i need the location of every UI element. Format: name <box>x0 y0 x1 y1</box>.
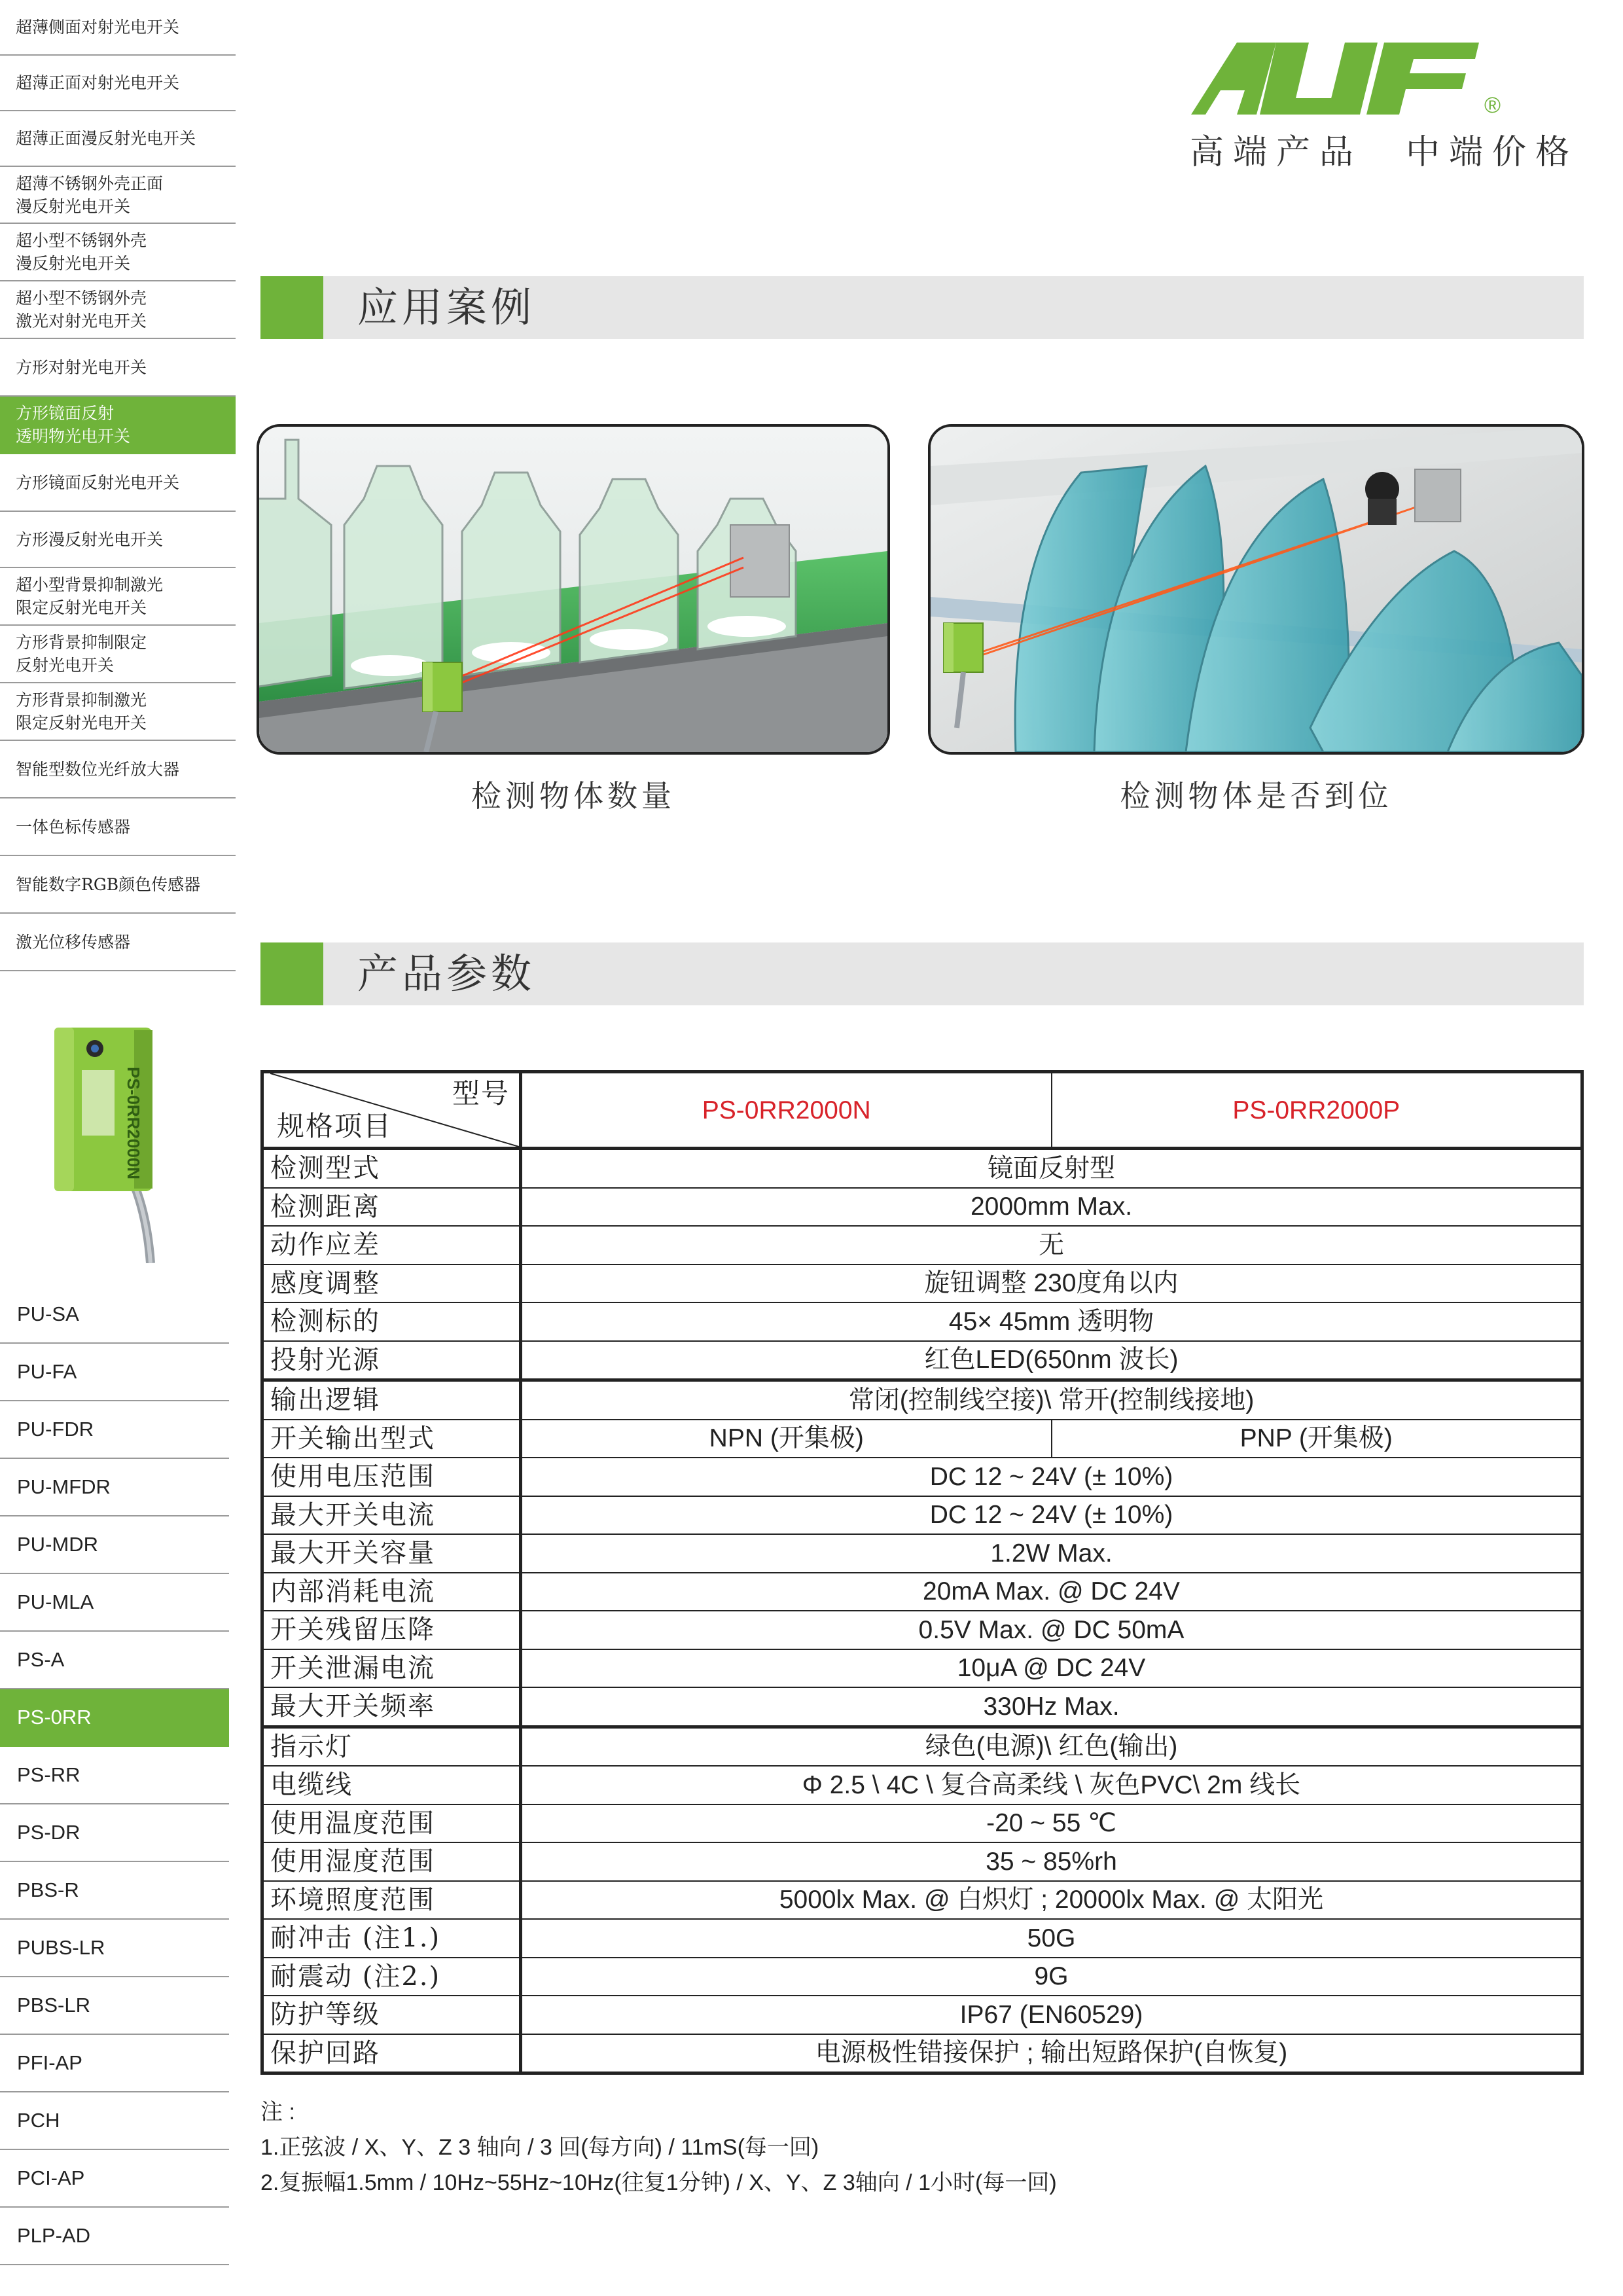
sidebar-category-item[interactable]: 超薄侧面对射光电开关 <box>0 0 236 56</box>
bottle-position-illustration <box>931 427 1582 752</box>
spec-label: 感度调整 <box>262 1265 521 1303</box>
spec-value: NPN (开集极) <box>521 1420 1052 1458</box>
spec-row <box>262 1188 1582 1227</box>
sidebar-model-item[interactable]: PU-FDR <box>0 1401 229 1459</box>
spec-label: 使用湿度范围 <box>262 1842 521 1881</box>
spec-label: 最大开关容量 <box>262 1534 521 1573</box>
note-line: 2.复振幅1.5mm / 10Hz~55Hz~10Hz(往复1分钟) / X、Y、Z 3轴向 / 1小时(每一回) <box>260 2170 1057 2195</box>
application-photo-counting <box>257 424 890 755</box>
spec-row <box>262 1766 1582 1804</box>
spec-row <box>262 1380 1582 1420</box>
sidebar-category-item[interactable]: 方形镜面反射 透明物光电开关 <box>0 397 236 454</box>
sidebar-model-item[interactable]: PS-DR <box>0 1804 229 1862</box>
spec-value: 镜面反射型 <box>521 1149 1582 1188</box>
application-photo-position <box>928 424 1584 755</box>
registered-mark: ® <box>1484 93 1501 118</box>
spec-label: 使用温度范围 <box>262 1804 521 1843</box>
sidebar-model-item[interactable]: PFI-AP <box>0 2035 229 2092</box>
spec-label: 指示灯 <box>262 1727 521 1766</box>
params-header <box>260 942 1584 1005</box>
spec-value: 旋钮调整 230度角以内 <box>521 1265 1582 1303</box>
spec-table-header-row <box>262 1072 1582 1149</box>
application-caption-counting: 检测物体数量 <box>471 778 675 814</box>
sidebar-model-item[interactable]: PU-SA <box>0 1286 229 1344</box>
spec-label: 耐震动 (注2.) <box>262 1958 521 1996</box>
sidebar-category-item[interactable]: 激光位移传感器 <box>0 914 236 971</box>
sensor-model-label: PS-0RR2000N <box>124 1067 143 1179</box>
spec-label: 开关泄漏电流 <box>262 1649 521 1688</box>
spec-label: 开关输出型式 <box>262 1420 521 1458</box>
spec-label: 开关残留压降 <box>262 1611 521 1649</box>
sensor-product-image <box>36 1021 187 1263</box>
header-item: 规格项目 <box>277 1110 393 1142</box>
spec-value: 红色LED(650nm 波长) <box>521 1341 1582 1380</box>
sidebar-category-item[interactable]: 超小型背景抑制激光 限定反射光电开关 <box>0 568 236 626</box>
spec-value: 1.2W Max. <box>521 1534 1582 1573</box>
application-caption-position: 检测物体是否到位 <box>1120 778 1393 814</box>
spec-row <box>262 1496 1582 1535</box>
spec-row <box>262 1149 1582 1188</box>
sidebar-model-item[interactable]: PCH <box>0 2092 229 2150</box>
spec-label: 检测距离 <box>262 1188 521 1227</box>
header-model: 型号 <box>452 1077 510 1109</box>
spec-value: 2000mm Max. <box>521 1188 1582 1227</box>
spec-row <box>262 1804 1582 1843</box>
spec-label: 使用电压范围 <box>262 1458 521 1496</box>
spec-label: 动作应差 <box>262 1226 521 1265</box>
spec-value: 5000lx Max. @ 白炽灯 ; 20000lx Max. @ 太阳光 <box>521 1881 1582 1920</box>
note-line: 1.正弦波 / X、Y、Z 3 轴向 / 3 回(每方向) / 11mS(每一回) <box>260 2135 819 2160</box>
sidebar-model-item[interactable]: PCI-AP <box>0 2150 229 2208</box>
params-title: 产品参数 <box>357 950 536 997</box>
sidebar-model-item[interactable]: PBS-R <box>0 1862 229 1920</box>
spec-table <box>260 1070 1584 2075</box>
spec-row <box>262 1458 1582 1496</box>
sidebar-model-item[interactable]: PBS-LR <box>0 1977 229 2035</box>
spec-row <box>262 1573 1582 1611</box>
spec-label: 最大开关电流 <box>262 1496 521 1535</box>
spec-row <box>262 1649 1582 1688</box>
spec-value: 10μA @ DC 24V <box>521 1649 1582 1688</box>
sidebar-model-item[interactable]: PS-0RR <box>0 1689 229 1747</box>
spec-label: 投射光源 <box>262 1341 521 1380</box>
spec-table-corner <box>262 1072 521 1149</box>
sidebar-category-item[interactable]: 超薄不锈钢外壳正面 漫反射光电开关 <box>0 167 236 224</box>
spec-label: 环境照度范围 <box>262 1881 521 1920</box>
spec-value: 0.5V Max. @ DC 50mA <box>521 1611 1582 1649</box>
spec-label: 电缆线 <box>262 1766 521 1804</box>
sidebar-category-item[interactable]: 超小型不锈钢外壳 激光对射光电开关 <box>0 281 236 339</box>
spec-row <box>262 1687 1582 1727</box>
sidebar-model-item[interactable]: PU-MFDR <box>0 1459 229 1516</box>
spec-value: 常闭(控制线空接)\ 常开(控制线接地) <box>521 1380 1582 1420</box>
spec-value: 电源极性错接保护 ; 输出短路保护(自恢复) <box>521 2034 1582 2073</box>
spec-value: 绿色(电源)\ 红色(输出) <box>521 1727 1582 1766</box>
bottle-conveyor-illustration <box>259 427 887 752</box>
sidebar-category-item[interactable]: 方形漫反射光电开关 <box>0 512 236 568</box>
spec-label: 检测标的 <box>262 1302 521 1341</box>
spec-label: 耐冲击 (注1.) <box>262 1919 521 1958</box>
spec-value: DC 12 ~ 24V (± 10%) <box>521 1458 1582 1496</box>
sidebar-category-item[interactable]: 一体色标传感器 <box>0 798 236 856</box>
sidebar-model-item[interactable]: PU-FA <box>0 1344 229 1401</box>
sidebar-category-item[interactable]: 方形镜面反射光电开关 <box>0 454 236 512</box>
spec-value: DC 12 ~ 24V (± 10%) <box>521 1496 1582 1535</box>
sidebar-category-item[interactable]: 超薄正面漫反射光电开关 <box>0 111 236 167</box>
spec-row <box>262 1420 1582 1458</box>
spec-row <box>262 1842 1582 1881</box>
applications-header <box>260 276 1584 339</box>
spec-row <box>262 1265 1582 1303</box>
sidebar-category-item[interactable]: 方形背景抑制限定 反射光电开关 <box>0 626 236 683</box>
spec-row <box>262 1611 1582 1649</box>
notes <box>260 2094 1569 2200</box>
model-header-npn: PS-0RR2000N <box>521 1072 1052 1149</box>
section-marker <box>260 942 323 1005</box>
sidebar-model-item[interactable]: PLP-AD <box>0 2208 229 2265</box>
spec-row <box>262 1302 1582 1341</box>
sidebar-model-item[interactable]: PS-RR <box>0 1747 229 1804</box>
sidebar-category-item[interactable]: 智能型数位光纤放大器 <box>0 741 236 798</box>
spec-row <box>262 1534 1582 1573</box>
spec-label: 检测型式 <box>262 1149 521 1188</box>
spec-row <box>262 1727 1582 1766</box>
spec-label: 防护等级 <box>262 1996 521 2034</box>
spec-value: 9G <box>521 1958 1582 1996</box>
sidebar-category-item[interactable]: 智能数字RGB颜色传感器 <box>0 856 236 914</box>
spec-value: 50G <box>521 1919 1582 1958</box>
notes-title: 注 : <box>260 2100 295 2125</box>
sidebar-model-item[interactable]: PU-MLA <box>0 1574 229 1632</box>
spec-value: IP67 (EN60529) <box>521 1996 1582 2034</box>
spec-row <box>262 2034 1582 2073</box>
spec-row <box>262 1919 1582 1958</box>
spec-label: 输出逻辑 <box>262 1380 521 1420</box>
spec-row <box>262 1996 1582 2034</box>
spec-value: 330Hz Max. <box>521 1687 1582 1727</box>
spec-row <box>262 1341 1582 1380</box>
brand-tagline: 高端产品 中端价格 <box>1190 133 1579 172</box>
spec-value: 20mA Max. @ DC 24V <box>521 1573 1582 1611</box>
sidebar-category-item[interactable]: 超小型不锈钢外壳 漫反射光电开关 <box>0 224 236 281</box>
spec-value: 45× 45mm 透明物 <box>521 1302 1582 1341</box>
applications-title: 应用案例 <box>357 283 536 331</box>
sidebar-category-item[interactable]: 方形对射光电开关 <box>0 339 236 397</box>
spec-value: Φ 2.5 \ 4C \ 复合高柔线 \ 灰色PVC\ 2m 线长 <box>521 1766 1582 1804</box>
spec-label: 最大开关频率 <box>262 1687 521 1727</box>
sidebar-category-item[interactable]: 方形背景抑制激光 限定反射光电开关 <box>0 683 236 741</box>
spec-value: PNP (开集极) <box>1052 1420 1582 1458</box>
spec-label: 保护回路 <box>262 2034 521 2073</box>
spec-value: 无 <box>521 1226 1582 1265</box>
spec-label: 内部消耗电流 <box>262 1573 521 1611</box>
section-marker <box>260 276 323 339</box>
spec-row <box>262 1958 1582 1996</box>
model-header-pnp: PS-0RR2000P <box>1052 1072 1582 1149</box>
spec-row <box>262 1881 1582 1920</box>
spec-value: -20 ~ 55 ℃ <box>521 1804 1582 1843</box>
spec-value: 35 ~ 85%rh <box>521 1842 1582 1881</box>
spec-row <box>262 1226 1582 1265</box>
sidebar-model-item[interactable]: PS-A <box>0 1632 229 1689</box>
sidebar-model-item[interactable]: PUBS-LR <box>0 1920 229 1977</box>
sidebar-category-item[interactable]: 超薄正面对射光电开关 <box>0 56 236 111</box>
sidebar-model-item[interactable]: PU-MDR <box>0 1516 229 1574</box>
